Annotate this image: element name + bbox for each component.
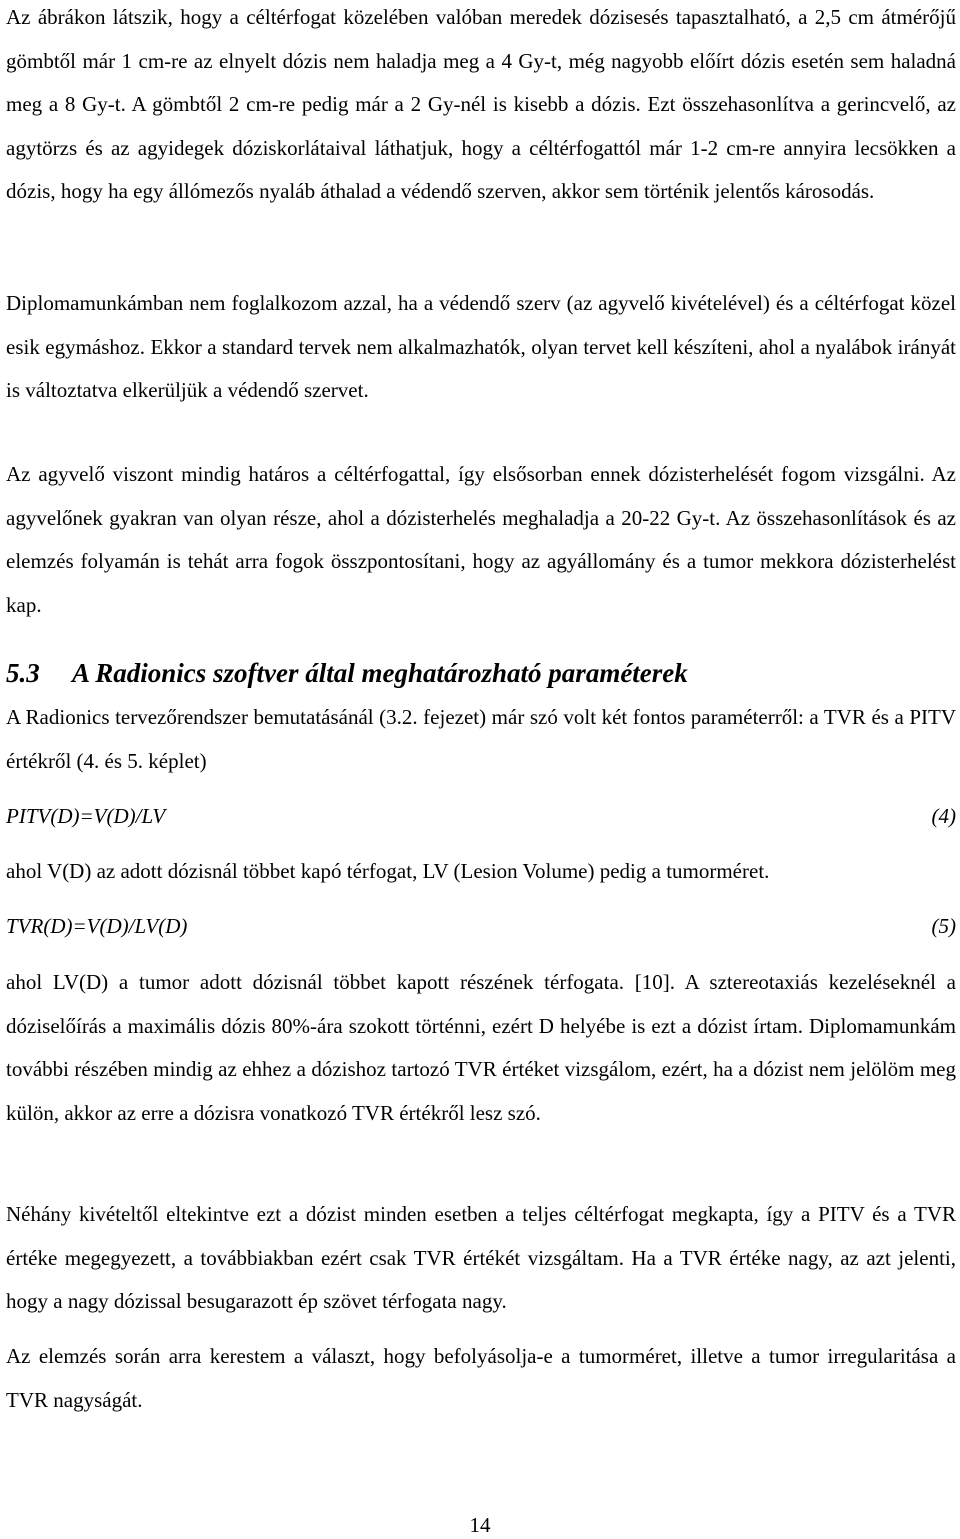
- paragraph-dose-falloff: Az ábrákon látszik, hogy a céltérfogat közelében valóban meredek dózisesés tapasztalható, a 2,5 cm átmérőjű gömbtől már 1 cm-re az elnyelt dózis nem haladja meg a 4 Gy-t, még nagyobb előírt dózis esetén sem haladná meg a 8 Gy-t. A gömbtől 2 cm-re pedig már a 2 Gy-nél is kisebb a dózis. Ezt összehasonlítva a gerincvelő, az agytörzs és az agyidegek dóziskorlátaival láthatjuk, hogy a céltérfogattól már 1-2 cm-re annyira lecsökken a dózis, hogy ha egy állómezős nyaláb áthalad a védendő szerven, akkor sem történik jelentős károsodás.: [6, 5, 956, 203]
- formula-tvr: [6, 911, 956, 941]
- formula-label: (4): [931, 804, 956, 828]
- page-number: 14: [469, 1513, 491, 1537]
- formula-expression: TVR(D)=V(D)/LV(D): [6, 914, 188, 938]
- paragraph-pitv-definition: ahol V(D) az adott dózisnál többet kapó térfogat, LV (Lesion Volume) pedig a tumorméret.: [6, 859, 770, 883]
- paragraph-brain-dose: Az agyvelő viszont mindig határos a céltérfogattal, így elsősorban ennek dózisterhelését fogom vizsgálni. Az agyvelőnek gyakran van olyan része, ahol a dózisterhelés meghaladja a 20-22 Gy-t. Az összehasonlítások és az elemzés folyamán is tehát arra fogok összpontosítani, hogy az agyállomány és a tumor mekkora dózisterhelést kap.: [6, 462, 956, 617]
- formula-pitv: [6, 801, 956, 831]
- paragraph-scope: Diplomamunkámban nem foglalkozom azzal, ha a védendő szerv (az agyvelő kivételével) és a céltérfogat közel esik egymáshoz. Ekkor a standard tervek nem alkalmazhatók, olyan tervet kell készíteni, ahol a nyalábok irányát is változtatva elkerüljük a védendő szervet.: [6, 291, 956, 402]
- paragraph-tvr-meaning: Néhány kivételtől eltekintve ezt a dózist minden esetben a teljes céltérfogat megkapta, így a PITV és a TVR értéke megegyezett, a továbbiakban ezért csak TVR értékét vizsgáltam. Ha a TVR értéke nagy, az azt jelenti, hogy a nagy dózissal besugarazott ép szövet térfogata nagy.: [6, 1202, 956, 1313]
- section-title: A Radionics szoftver által meghatározható paraméterek: [72, 658, 688, 688]
- formula-label: (5): [931, 914, 956, 938]
- section-number: 5.3: [6, 658, 40, 688]
- section-heading: [6, 654, 956, 692]
- formula-expression: PITV(D)=V(D)/LV: [6, 804, 166, 828]
- paragraph-parameters-intro: A Radionics tervezőrendszer bemutatásánál (3.2. fejezet) már szó volt két fontos paraméterről: a TVR és a PITV értékről (4. és 5. képlet): [6, 705, 956, 773]
- paragraph-tvr-definition: ahol LV(D) a tumor adott dózisnál többet kapott részének térfogata. [10]. A sztereotaxiás kezeléseknél a dóziselőírás a maximális dózis 80%-ára szokott történni, ezért D helyébe is ezt a dózist írtam. Diplomamunkám további részében mindig az ehhez a dózishoz tartozó TVR értéket vizsgálom, ezért, ha a dózist nem jelölöm meg külön, akkor az erre a dózisra vonatkozó TVR értékről lesz szó.: [6, 970, 956, 1125]
- paragraph-analysis-question: Az elemzés során arra kerestem a választ, hogy befolyásolja-e a tumorméret, illetve a tumor irregularitása a TVR nagyságát.: [6, 1344, 956, 1412]
